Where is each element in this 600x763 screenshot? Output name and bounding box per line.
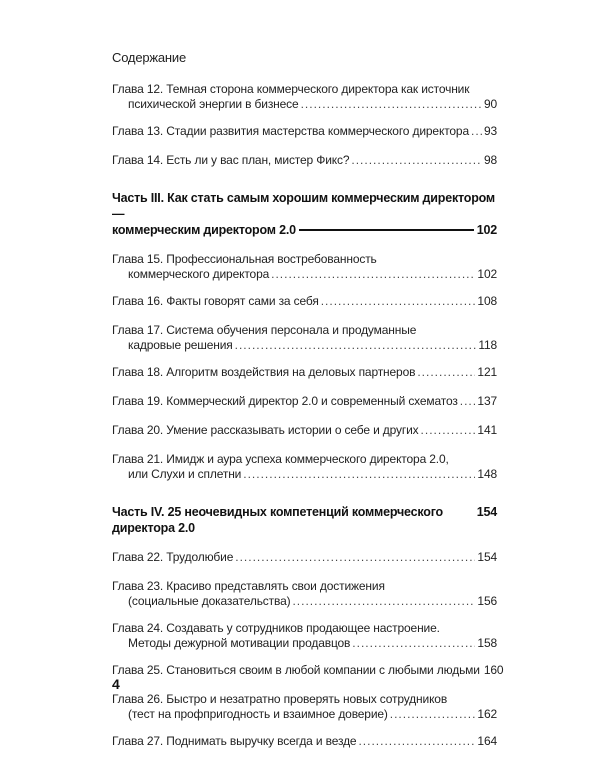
dot-leader — [321, 294, 476, 309]
part-page-number: 154 — [476, 505, 497, 519]
toc-entry-text: коммерческого директора — [128, 267, 270, 281]
toc-entry-leader-row — [112, 663, 504, 678]
toc-entry-text: Глава 15. Профессиональная востребованность — [112, 252, 377, 266]
dot-leader — [235, 550, 475, 565]
page-number-folio: 4 — [112, 676, 120, 692]
toc-page-number: 118 — [478, 338, 497, 352]
part-leader-row — [112, 222, 497, 238]
toc-entry-text: Глава 12. Темная сторона коммерческого директора как источник — [112, 82, 470, 96]
toc-entry-text: Глава 17. Система обучения персонала и продуманные — [112, 323, 417, 337]
toc-entry-text: Глава 23. Красиво представлять свои достижения — [112, 579, 385, 593]
toc-entry-leader-row — [112, 550, 497, 565]
toc-entry-leader-row — [112, 707, 497, 722]
toc-entry-leader-row — [112, 294, 497, 309]
dot-leader — [243, 467, 475, 482]
toc-entry-ch25 — [112, 663, 504, 678]
toc-entry-text: Глава 14. Есть ли у вас план, мистер Фикс? — [112, 153, 350, 167]
toc-page-number: 162 — [477, 707, 497, 721]
toc-entry-leader-row — [112, 97, 497, 112]
toc-page-number: 108 — [477, 294, 497, 308]
toc-entry-ch13 — [112, 124, 497, 139]
part-title: Часть IV. 25 неочевидных компетенций коммерческого директора 2.0 — [112, 505, 443, 535]
dot-leader — [271, 267, 475, 282]
part-title: Часть III. Как стать самым хорошим коммерческим директором — — [112, 191, 495, 221]
part-rule-leader — [299, 229, 474, 231]
toc-entry-leader-row — [112, 338, 497, 353]
dot-leader — [471, 124, 482, 139]
toc-entry-ch21 — [112, 452, 497, 482]
table-of-contents — [112, 82, 504, 763]
toc-entry-ch15 — [112, 252, 497, 282]
toc-page-number: 156 — [477, 594, 497, 608]
toc-entry-leader-row — [112, 594, 497, 609]
toc-entry-leader-row — [112, 365, 497, 380]
toc-entry-text: Глава 26. Быстро и незатратно проверять новых сотрудников — [112, 692, 448, 706]
toc-entry-ch17 — [112, 323, 497, 353]
toc-entry-text: Глава 20. Умение рассказывать истории о себе и других — [112, 423, 419, 437]
toc-entry-text: или Слухи и сплетни — [128, 467, 242, 481]
toc-page-number: 148 — [477, 467, 497, 481]
toc-entry-ch23 — [112, 579, 497, 609]
toc-page-number: 164 — [477, 734, 497, 748]
part-page-number: 102 — [476, 223, 497, 237]
toc-entry-leader-row — [112, 636, 497, 651]
toc-entry-ch12 — [112, 82, 497, 112]
toc-page-number: 121 — [477, 365, 497, 379]
toc-page-number: 102 — [477, 267, 497, 281]
part-title: коммерческим директором 2.0 — [112, 223, 296, 237]
toc-entry-ch19 — [112, 394, 497, 409]
toc-entry-leader-row — [112, 423, 497, 438]
dot-leader — [390, 707, 476, 722]
toc-page-number: 93 — [483, 124, 497, 138]
toc-entry-text: Методы дежурной мотивации продавцов — [128, 636, 351, 650]
dot-leader — [235, 338, 477, 353]
dot-leader — [352, 636, 475, 651]
part-leader-row — [112, 504, 497, 536]
toc-entry-text: Глава 18. Алгоритм воздействия на деловых партнеров — [112, 365, 416, 379]
toc-page-number: 90 — [483, 97, 497, 111]
dot-leader — [417, 365, 475, 380]
dot-leader — [351, 153, 482, 168]
dot-leader — [358, 734, 475, 749]
toc-entry-text: Глава 16. Факты говорят сами за себя — [112, 294, 319, 308]
toc-part-4 — [112, 504, 497, 536]
toc-page-number: 158 — [477, 636, 497, 650]
toc-entry-ch26 — [112, 692, 497, 722]
toc-entry-ch20 — [112, 423, 497, 438]
toc-page-number: 160 — [483, 663, 504, 677]
toc-entry-leader-row — [112, 267, 497, 282]
toc-page-number: 141 — [477, 423, 497, 437]
toc-entry-ch14 — [112, 153, 497, 168]
toc-entry-text: Глава 22. Трудолюбие — [112, 550, 234, 564]
toc-entry-text: (социальные доказательства) — [128, 594, 291, 608]
toc-entry-text: Глава 27. Поднимать выручку всегда и везде — [112, 734, 357, 748]
toc-entry-leader-row — [112, 394, 497, 409]
toc-entry-leader-row — [112, 467, 497, 482]
toc-entry-text: Глава 25. Становиться своим в любой компании с любыми людьми — [112, 663, 480, 677]
toc-entry-text: Глава 13. Стадии развития мастерства коммерческого директора — [112, 124, 469, 138]
toc-entry-leader-row — [112, 124, 497, 139]
running-title: Содержание — [112, 50, 186, 65]
toc-entry-text: кадровые решения — [128, 338, 233, 352]
toc-page-number: 137 — [477, 394, 497, 408]
toc-entry-ch24 — [112, 621, 497, 651]
dot-leader — [421, 423, 476, 438]
toc-part-3 — [112, 190, 497, 238]
toc-entry-text: (тест на профпригодность и взаимное доверие) — [128, 707, 388, 721]
toc-entry-text: Глава 21. Имидж и аура успеха коммерческого директора 2.0, — [112, 452, 449, 466]
toc-page-number: 98 — [483, 153, 497, 167]
dot-leader — [301, 97, 482, 112]
toc-entry-text: Глава 19. Коммерческий директор 2.0 и современный схематоз — [112, 394, 458, 408]
toc-entry-ch16 — [112, 294, 497, 309]
toc-entry-ch27 — [112, 734, 497, 749]
toc-entry-ch22 — [112, 550, 497, 565]
dot-leader — [292, 594, 475, 609]
dot-leader — [460, 394, 476, 409]
toc-entry-text: психической энергии в бизнесе — [128, 97, 299, 111]
toc-entry-ch18 — [112, 365, 497, 380]
toc-entry-leader-row — [112, 734, 497, 749]
toc-entry-leader-row — [112, 153, 497, 168]
toc-entry-text: Глава 24. Создавать у сотрудников продающее настроение. — [112, 621, 440, 635]
toc-page-number: 154 — [477, 550, 497, 564]
